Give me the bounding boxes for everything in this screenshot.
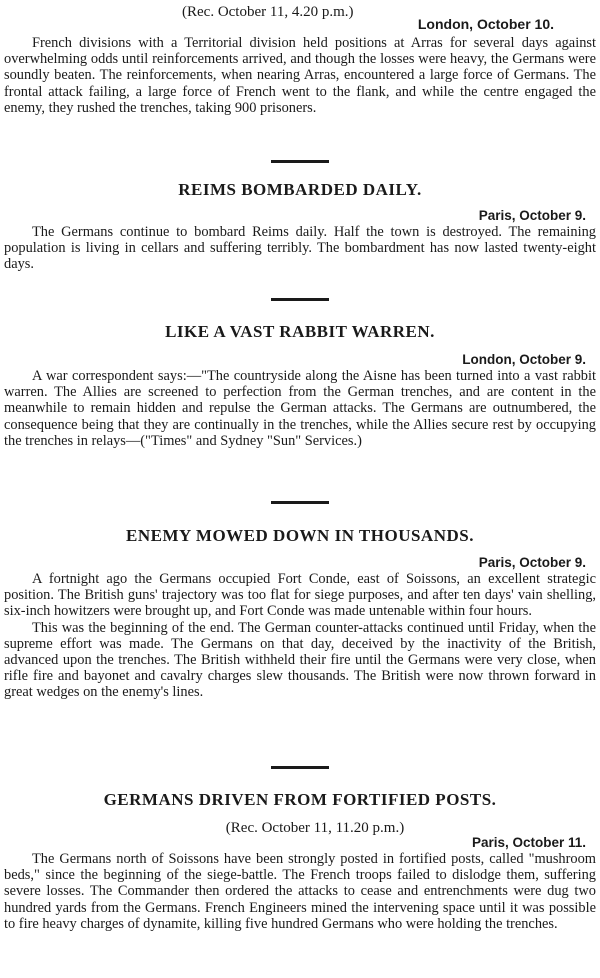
headline-rabbit-warren: LIKE A VAST RABBIT WARREN.: [165, 322, 435, 341]
dateline-paris-oct-9: Paris, October 9.: [478, 208, 586, 223]
story-fortified-posts: [4, 790, 596, 932]
story-fortified-posts-paragraph: The Germans north of Soissons have been strongly posted in fortified posts, called "mushroom beds," since the beginning of the siege-battle. The French troops failed to dislodge them, suffering severe losses. The Commander then ordered the attacks to cease and entrenchments were dug two hundred yards from the Germans. French Engineers mined the intervening space until it was possible to fire heavy charges of dynamite, killing five hundred Germans who were holding the trenches.: [4, 851, 596, 932]
story-arras-paragraph: French divisions with a Territorial division held positions at Arras for several days against overwhelming odds until reinforcements arrived, and though the losses were heavy, the Germans were soundly beaten. The reinforcements, when nearing Arras, encountered a large force of Germans. The frontal attack failing, a large force of French went to the flank, and while the centre engaged the enemy, they rushed the trenches, taking 900 prisoners.: [4, 35, 596, 116]
divider-rule: [271, 298, 329, 301]
story-arras: [4, 35, 596, 116]
dateline-paris-oct-11: Paris, October 11.: [471, 835, 586, 850]
headline-mowed-down: ENEMY MOWED DOWN IN THOUSANDS.: [126, 526, 474, 545]
divider-rule: [271, 160, 329, 163]
dateline-london-oct-9: London, October 9.: [462, 352, 586, 367]
dateline-london-oct-10: London, October 10.: [417, 16, 554, 32]
receipt-time-2: (Rec. October 11, 11.20 p.m.): [225, 820, 405, 836]
story-reims-paragraph: The Germans continue to bombard Reims daily. Half the town is destroyed. The remaining population is living in cellars and suffering terribly. The bombardment has now lasted twenty-eight days.: [4, 224, 596, 273]
dateline-paris-oct-9-second: Paris, October 9.: [478, 555, 586, 570]
story-mowed-down: [4, 526, 596, 701]
headline-reims-bombarded: REIMS BOMBARDED DAILY.: [178, 180, 422, 199]
headline-fortified-posts: GERMANS DRIVEN FROM FORTIFIED POSTS.: [103, 790, 497, 809]
story-mowed-down-paragraph-2: This was the beginning of the end. The German counter-attacks continued until Friday, when the supreme effort was made. The Germans on that day, deceived by the inactivity of the British, advanced upon the trenches. The British withheld their fire until the Germans were very close, when rifle fire and bayonet and cavalry charges slew thousands. The British were now thrown forward in great wedges on the enemy's lines.: [4, 619, 596, 701]
story-mowed-down-paragraph-1: A fortnight ago the Germans occupied Fort Conde, east of Soissons, an excellent strategic position. The British guns' trajectory was too flat for siege purposes, and after ten days' vain shelling, six-inch howitzers were brought up, and Fort Conde was made untenable within four hours.: [4, 571, 596, 620]
divider-rule: [271, 766, 329, 769]
story-reims: [4, 180, 596, 273]
receipt-time-1: (Rec. October 11, 4.20 p.m.): [182, 4, 354, 20]
story-rabbit-warren-paragraph: A war correspondent says:—"The countryside along the Aisne has been turned into a vast rabbit warren. The Allies are screened to perfection from the German trenches, and are content in the meanwhile to remain hidden and repulse the German attacks. The Germans are outnumbered, the consequence being that they are continually in the trenches, while the Allies secure rest by occupying the trenches in relays—("Times" and Sydney "Sun" Services.): [4, 368, 596, 449]
divider-rule: [271, 501, 329, 504]
story-rabbit-warren: [4, 322, 596, 449]
